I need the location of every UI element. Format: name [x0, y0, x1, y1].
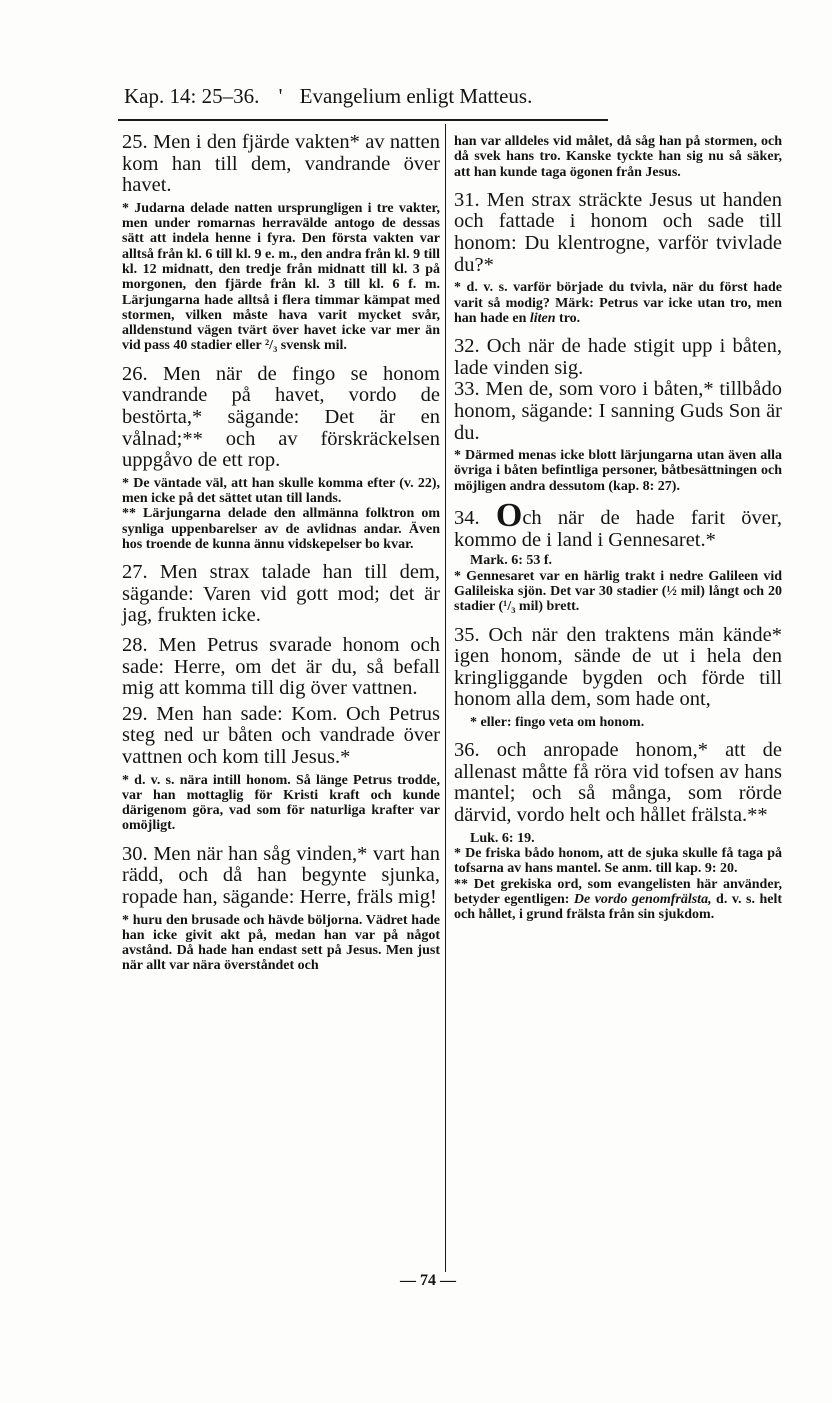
verse-35 [454, 625, 782, 711]
verse-30 [122, 844, 440, 909]
verse-number: 34. [454, 507, 480, 530]
verse-text: Men de, som voro i båten,* tillbådo honom, sägande: I sanning Guds Son är du. [454, 378, 782, 444]
verse-text: Men när han såg vinden,* vart han rädd, och då han begynte sjunka, ropade han, sägande: Herre, fräls mig! [122, 842, 440, 908]
emphasis: liten [529, 310, 556, 326]
footnote-30-continued: han var alldeles vid målet, då såg han på stormen, och då svek hans tro. Kanske tyckte han sig nu så säker, att han kunde taga ögonen från Jesus. [454, 134, 782, 180]
drop-cap: O [495, 497, 523, 535]
footnote-36-b: ** Det grekiska ord, som evangelisten här använder, betyder egentligen: De vordo genomfrälsta, d. v. s. helt och hållet, i grund frälsta från sin sjukdom. [454, 876, 782, 923]
verse-36 [454, 740, 782, 826]
verse-text: Men strax sträckte Jesus ut handen och fattade i honom och sade till honom: Du klentrogne, varför tvivlade du?* [454, 188, 783, 276]
verse-28 [122, 635, 440, 700]
header-rule [118, 119, 608, 121]
verse-number: 29. [122, 702, 148, 725]
footnote-33: * Därmed menas icke blott lärjungarna utan även alla övriga i båten befintliga personer, båtbesättningen och möjligen andra dessutom (kap. 8: 27). [454, 448, 782, 494]
footnote-30: * huru den brusade och hävde böljorna. Vädret hade han icke givit akt på, medan han var på något avstånd. Då hade han endast sett på Jesus. Men just när allt var nära överståndet och [122, 912, 440, 974]
cross-reference: Luk. 6: 19. [470, 830, 535, 846]
running-header [124, 84, 533, 109]
left-column [122, 124, 440, 984]
footnote-26-b: ** Lärjungarna delade den allmänna folktron om synliga uppenbarelser av de avlidnas andar. Även hos troende de kunna ännu vidskepelser bo kvar. [122, 506, 440, 552]
verse-text: och anropade honom,* att de allenast måtte få röra vid tofsen av hans mantel; och så många, som rörde därvid, vordo helt och hållet frälsta.** [454, 739, 783, 826]
verse-29 [122, 704, 440, 769]
footnote-34: * Gennesaret var en härlig trakt i nedre Galileen vid Galileiska sjön. Det var 30 stadier (½ mil) långt och 20 stadier (¹/₃ mil) brett. [454, 568, 782, 615]
verse-text: Och när de hade stigit upp i båten, lade vinden sig. [454, 335, 783, 379]
verse-number: 25. [122, 131, 148, 153]
footnote-36-a: * De friska bådo honom, att de sjuka skulle få taga på tofsarna av hans mantel. Se anm. till kap. 9: 20. [454, 845, 782, 877]
footnote-29: * d. v. s. nära intill honom. Så länge Petrus trodde, var han mottaglig för Kristi kraft och kunde därigenom göra, vad som för naturliga krafter var omöjligt. [122, 772, 440, 834]
verse-31 [454, 190, 782, 276]
verse-number: 35. [454, 623, 480, 646]
verse-number: 32. [454, 335, 480, 358]
verse-number: 28. [122, 633, 148, 656]
verse-number: 26. [122, 362, 148, 385]
right-column [454, 124, 782, 932]
verse-text: Men strax talade han till dem, sägande: Varen vid gott mod; det är jag, frukten icke. [122, 561, 440, 627]
verse-25 [122, 132, 440, 197]
verse-32 [454, 336, 782, 379]
verse-number: 27. [122, 561, 148, 584]
verse-26 [122, 364, 440, 472]
footnote-25: * Judarna delade natten ursprungligen i tre vakter, men under romarnas herravälde antogo de dessas sätt att indela henne i fyra. Den första vakten var alltså från kl. 6 till kl. 9 e. m., den andra från kl. 9 till kl. 12 midnatt, den tredje från midnatt till kl. 3 på morgonen, den fjärde från kl. 3 till kl. 6 f. m. Lärjungarna hade alltså i flera timmar kämpat med stormen, vilken måste hava varit mycket svår, alldenstund vägen tvärt över havet icke var mer än vid pass 40 stadier eller ²/₃ svensk mil. [122, 200, 440, 354]
verse-text: Men i den fjärde vakten* av natten kom han till dem, vandrande över havet. [122, 131, 441, 197]
header-mark: ' [278, 84, 283, 108]
verse-34 [454, 497, 782, 551]
verse-text: Men när de fingo se honom vandrande på havet, vordo de bestörta,* sägande: Det är en vålnad;** och av förskräckelsen uppgåvo de ett rop. [122, 362, 440, 472]
verse-number: 36. [454, 739, 480, 762]
footnote-31: * d. v. s. varför började du tvivla, när du först hade varit så modig? Märk: Petrus var icke utan tro, men han hade en liten tro. [454, 280, 782, 326]
verse-number: 33. [454, 378, 480, 401]
book-title: Evangelium enligt Matteus. [299, 84, 533, 108]
emphasis: De vordo genomfrälsta, [573, 891, 712, 907]
verse-text: Men han sade: Kom. Och Petrus steg ned ur båten och vandrade över vattnen och kom till Jesus.* [122, 702, 440, 768]
verse-number: 30. [122, 842, 148, 865]
verse-27 [122, 562, 440, 627]
chapter-reference: Kap. 14: 25–36. [124, 84, 260, 108]
verse-text: Men Petrus svarade honom och sade: Herre, om det är du, så befall mig att komma till dig över vattnen. [122, 633, 441, 700]
footnote-35: * eller: fingo veta om honom. [470, 714, 645, 730]
cross-reference: Mark. 6: 53 f. [470, 553, 553, 569]
verse-text: Och när den traktens män kände* igen honom, sände de ut i hela den kringliggande bygden och förde till honom alla dem, som hade ont, [454, 623, 782, 711]
column-divider [445, 124, 446, 1272]
verse-number: 31. [454, 188, 480, 211]
verse-text: ch när de hade farit över, kommo de i land i Gennesaret.* [454, 507, 782, 551]
page-number: — 74 — [400, 1272, 456, 1289]
footnote-26-a: * De väntade väl, att han skulle komma efter (v. 22), men icke på det sättet utan till lands. [122, 475, 440, 507]
verse-33 [454, 379, 782, 444]
